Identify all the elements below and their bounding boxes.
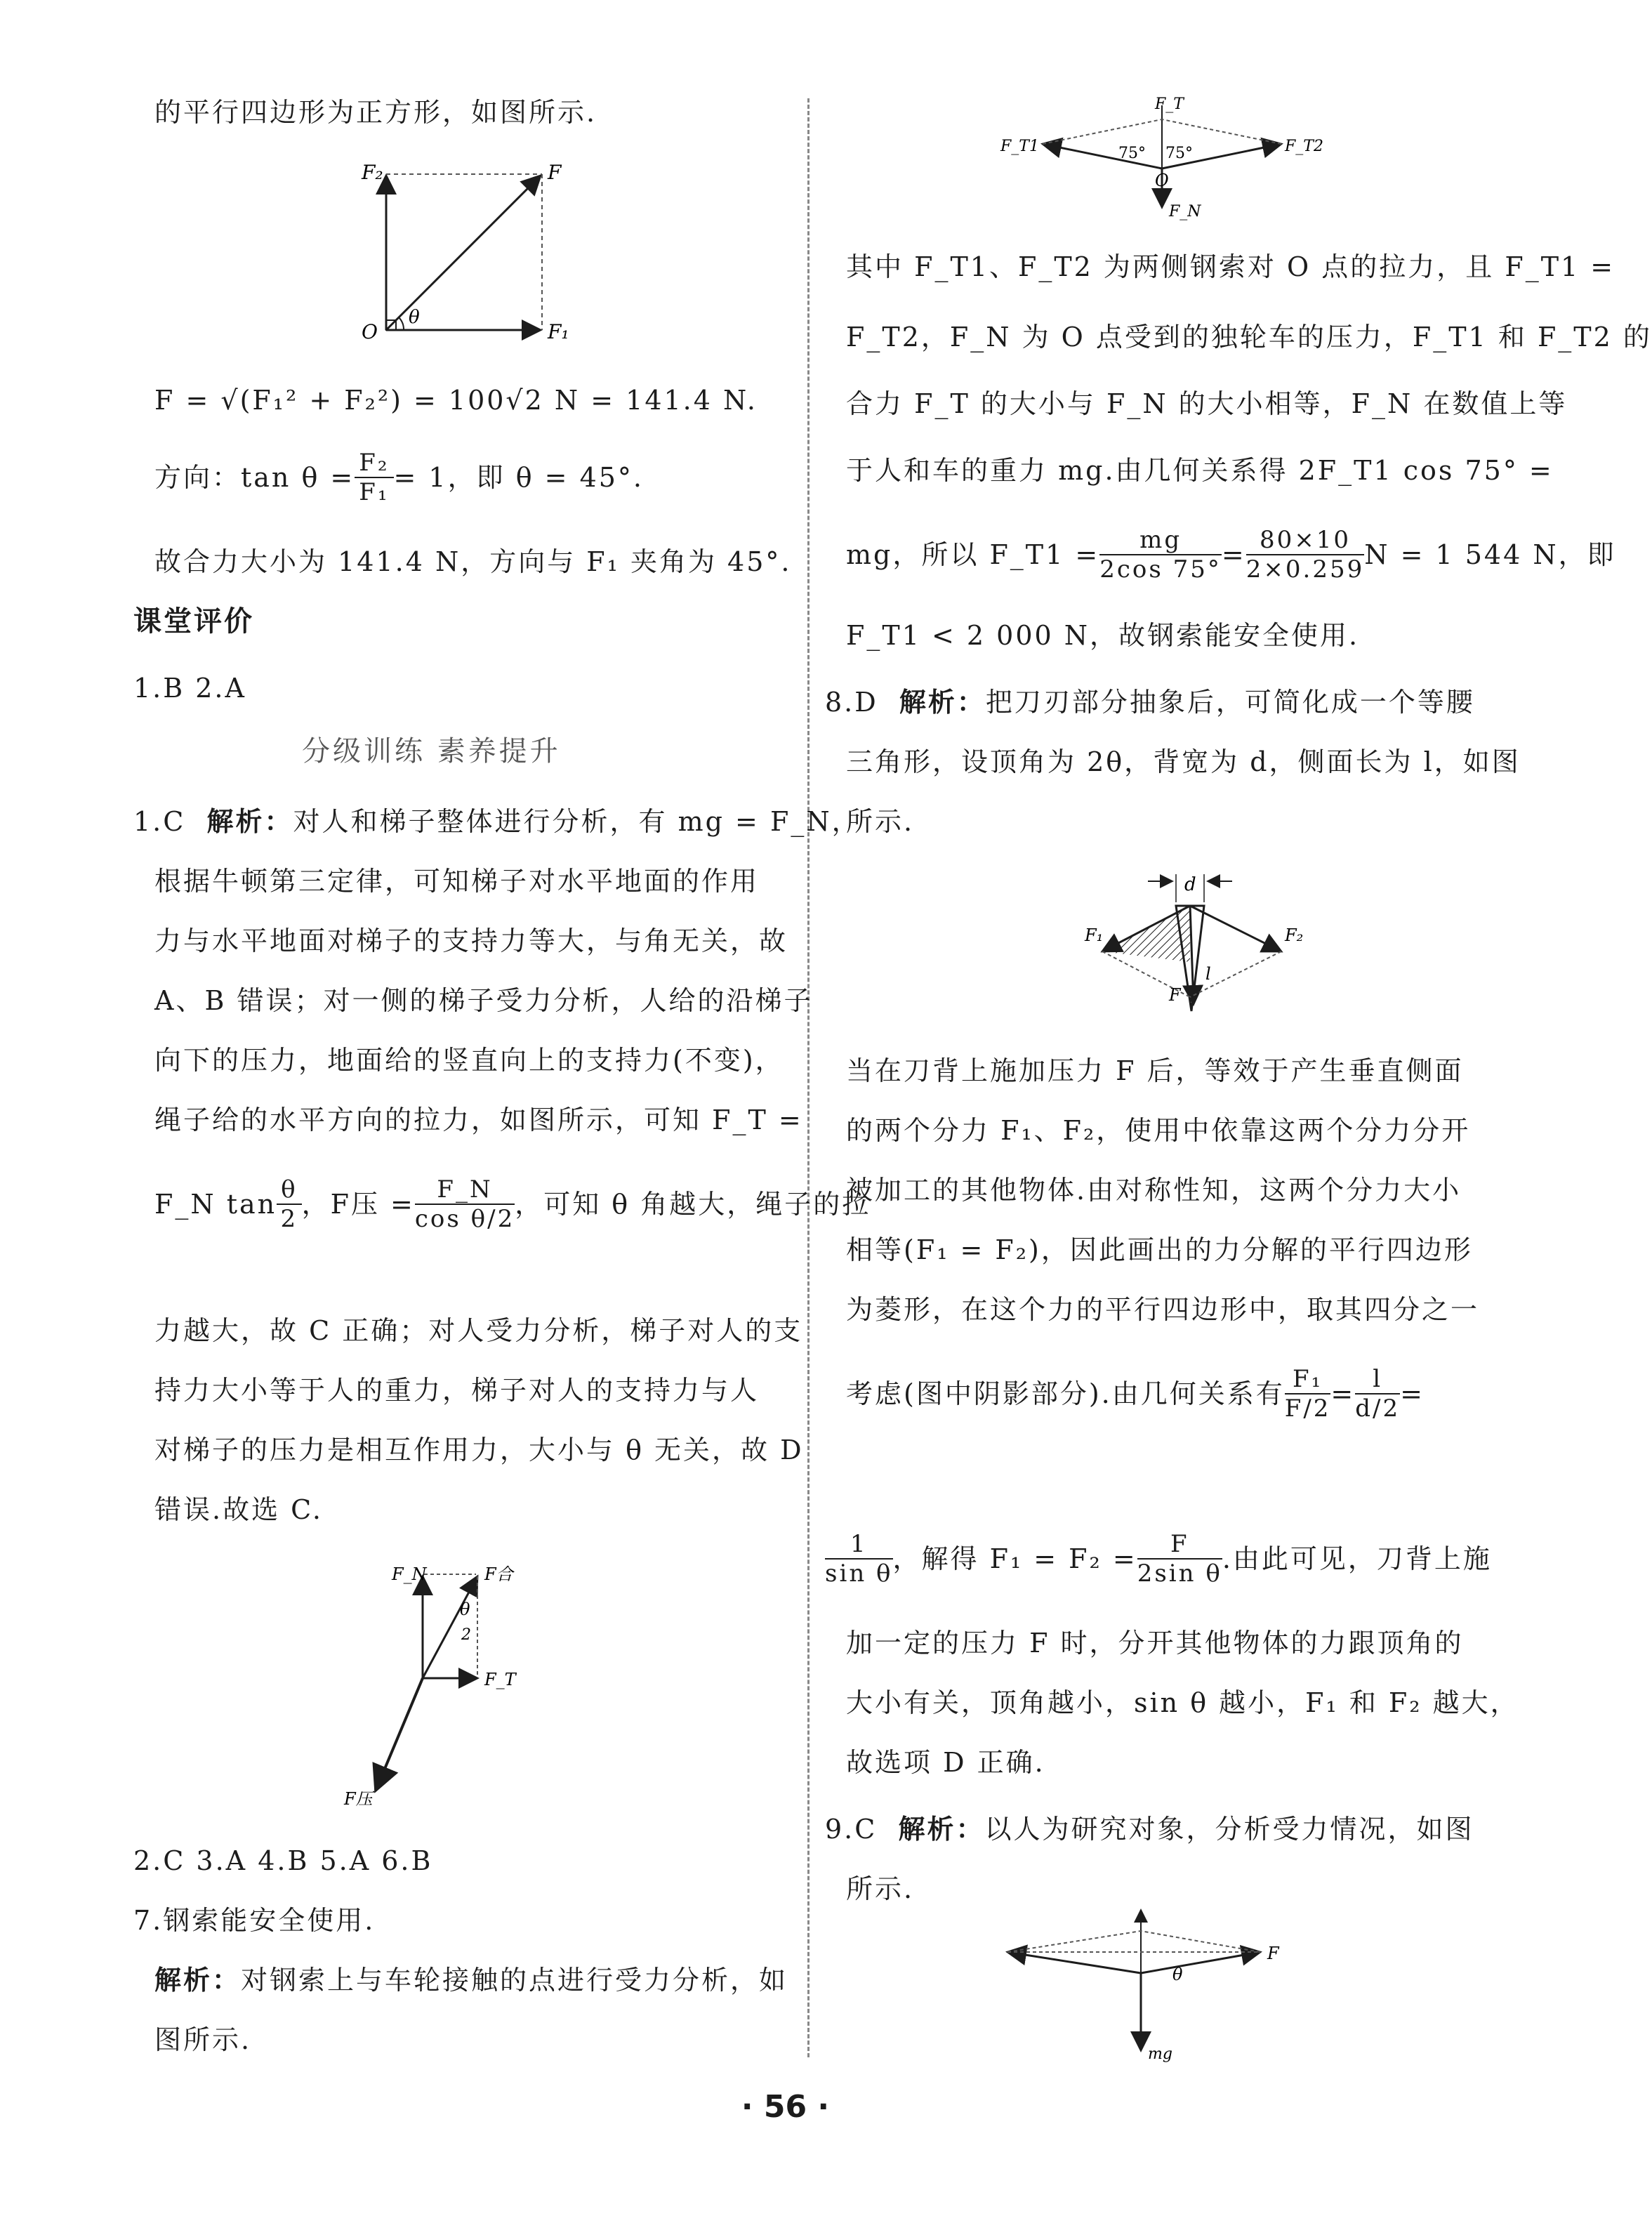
text-span: 考虑(图中阴影部分).由几何关系有	[846, 1378, 1285, 1409]
text-line: 当在刀背上施加压力 F 后，等效于产生垂直侧面	[846, 1055, 1464, 1086]
text-line: 三角形，设顶角为 2θ，背宽为 d，侧面长为 l，如图	[846, 746, 1521, 777]
answer-line: 1.B 2.A	[133, 673, 246, 704]
text-span: .由此可见，刀背上施	[1222, 1543, 1492, 1574]
figure-person-forces	[993, 1903, 1316, 2064]
fraction	[825, 1530, 893, 1588]
text-span: 把刀刃部分抽象后，可简化成一个等腰	[985, 687, 1475, 718]
text-span: N = 1 544 N，即	[1364, 539, 1616, 570]
figure-cable-forces	[1000, 91, 1323, 225]
text-line: 合力 F_T 的大小与 F_N 的大小相等，F_N 在数值上等	[846, 388, 1568, 419]
question-number: 8.D	[825, 687, 878, 718]
column-divider	[807, 98, 810, 2057]
label-ft: F_T	[1155, 95, 1184, 113]
label-ft2: F_T2	[1285, 138, 1323, 155]
text-line: 图所示.	[154, 2024, 252, 2055]
text-line: 为菱形，在这个力的平行四边形中，取其四分之一	[846, 1294, 1480, 1325]
figure-square-parallelogram	[351, 154, 604, 351]
fraction-numerator: F	[1137, 1530, 1222, 1560]
question-number: 9.C	[825, 1814, 878, 1845]
section-heading: 课堂评价	[133, 605, 254, 638]
analysis-label: 解析：	[154, 1965, 242, 1996]
label-o: O	[362, 320, 378, 343]
text-line: 持力大小等于人的重力，梯子对人的支持力与人	[154, 1375, 760, 1406]
fraction-denominator: cos θ/2	[414, 1205, 515, 1233]
formula-line	[825, 1524, 1492, 1594]
text-line: 力与水平地面对梯子的支持力等大，与角无关，故	[154, 925, 788, 956]
text-span: 以人为研究对象，分析受力情况，如图	[984, 1814, 1474, 1845]
label-theta: θ	[460, 1600, 470, 1619]
direction-text-b: = 1，即 θ = 45°.	[393, 462, 644, 493]
text-line: 被加工的其他物体.由对称性知，这两个分力大小	[846, 1175, 1462, 1206]
label-f1: F₁	[1085, 925, 1104, 945]
fraction-numerator: θ	[277, 1175, 301, 1205]
figure-blade-forces	[1071, 871, 1323, 1032]
text-line: A、B 错误；对一侧的梯子受力分析，人给的沿梯子	[154, 985, 813, 1016]
fraction-numerator: mg	[1099, 526, 1222, 555]
formula-line	[846, 1352, 1425, 1436]
fraction	[1355, 1365, 1400, 1423]
label-theta: θ	[1172, 1965, 1183, 1984]
label-l: l	[1205, 964, 1211, 984]
label-fya: F压	[344, 1789, 373, 1809]
fraction-denominator: 2×0.259	[1245, 555, 1365, 584]
text-span: =	[1400, 1378, 1425, 1409]
fraction	[1246, 526, 1364, 584]
fraction-numerator: 1	[825, 1530, 893, 1560]
answer-line: 2.C 3.A 4.B 5.A 6.B	[133, 1845, 433, 1876]
label-ft: F_T	[484, 1670, 516, 1689]
text-line: 大小有关，顶角越小，sin θ 越小，F₁ 和 F₂ 越大，	[846, 1687, 1519, 1718]
text-line: 绳子给的水平方向的拉力，如图所示，可知 F_T =	[154, 1105, 803, 1135]
fraction-numerator: F₁	[1285, 1365, 1331, 1395]
text-line: 其中 F_T1、F_T2 为两侧钢索对 O 点的拉力，且 F_T1 =	[846, 251, 1615, 282]
text-line: F_T1 < 2 000 N，故钢索能安全使用.	[846, 620, 1360, 651]
label-o: O	[1155, 171, 1169, 190]
formula-line: F = √(F₁² + F₂²) = 100√2 N = 141.4 N.	[154, 385, 758, 416]
question-7: 7.钢索能安全使用.	[133, 1905, 376, 1936]
label-angle-right: 75°	[1165, 145, 1193, 162]
label-f: F	[1169, 985, 1181, 1005]
fraction-numerator: F₂	[355, 449, 393, 478]
fraction-denominator: 2sin θ	[1137, 1560, 1222, 1588]
text-span: ，可知 θ 角越大，绳子的拉	[515, 1189, 871, 1220]
label-mg: mg	[1148, 2045, 1172, 2063]
text-span: =	[1330, 1378, 1356, 1409]
label-ft1: F_T1	[1000, 138, 1039, 155]
text-line: 加一定的压力 F 时，分开其他物体的力跟顶角的	[846, 1628, 1464, 1659]
label-f2: F₂	[362, 161, 383, 184]
analysis-label: 解析：	[898, 1814, 985, 1845]
text-span: =	[1221, 539, 1246, 570]
fraction-denominator: F/2	[1284, 1395, 1331, 1423]
fraction	[1285, 1365, 1331, 1423]
label-f1: F₁	[548, 320, 569, 343]
text-span: ，F压 =	[301, 1189, 415, 1220]
fraction	[1137, 1530, 1222, 1588]
direction-text-a: 方向：tan θ =	[154, 462, 355, 493]
text-line: 根据牛顿第三定律，可知梯子对水平地面的作用	[154, 866, 760, 897]
text-span: 对人和梯子整体进行分析，有 mg = F_N，	[293, 806, 861, 837]
text-span: 对钢索上与车轮接触的点进行受力分析，如	[241, 1965, 788, 1996]
analysis-label: 解析：	[206, 806, 293, 837]
label-fhe: F合	[484, 1564, 513, 1584]
fraction-denominator: 2	[280, 1205, 298, 1233]
text-line: F_T2，F_N 为 O 点受到的独轮车的压力，F_T1 和 F_T2 的	[846, 322, 1652, 352]
text-line: 故选项 D 正确.	[846, 1747, 1045, 1778]
section-title: 分级训练 素养提升	[302, 735, 561, 767]
label-angle-left: 75°	[1118, 145, 1146, 162]
question-7-analysis	[154, 1963, 788, 1998]
label-fn: F_N	[1169, 203, 1201, 220]
text-line: 的平行四边形为正方形，如图所示.	[154, 97, 597, 128]
text-line: 力越大，故 C 正确；对人受力分析，梯子对人的支	[154, 1315, 803, 1346]
fraction	[415, 1175, 515, 1233]
formula-line	[154, 1166, 871, 1243]
text-span: F_N tan	[154, 1189, 277, 1220]
figure-ladder-forces	[344, 1559, 569, 1812]
fraction-numerator: l	[1355, 1365, 1400, 1395]
formula-line	[846, 520, 1616, 590]
question-1	[133, 804, 861, 839]
question-8	[825, 685, 1475, 720]
label-fn: F_N	[392, 1564, 427, 1584]
label-d: d	[1184, 874, 1196, 895]
question-9	[825, 1812, 1474, 1847]
analysis-label: 解析：	[899, 687, 986, 718]
text-line: 对梯子的压力是相互作用力，大小与 θ 无关，故 D	[154, 1435, 804, 1465]
text-line: 故合力大小为 141.4 N，方向与 F₁ 夹角为 45°.	[154, 546, 792, 577]
text-line: 错误.故选 C.	[154, 1494, 323, 1525]
direction-line	[154, 449, 644, 506]
label-f: F	[1267, 1944, 1279, 1963]
fraction-numerator: 80×10	[1246, 526, 1364, 555]
fraction	[277, 1175, 301, 1233]
label-f: F	[548, 161, 562, 184]
fraction-denominator: 2cos 75°	[1099, 555, 1222, 584]
text-span: ，解得 F₁ = F₂ =	[892, 1543, 1137, 1574]
text-line: 所示.	[846, 806, 915, 837]
page-number: · 56 ·	[741, 2089, 830, 2125]
text-line: 向下的压力，地面给的竖直向上的支持力(不变)，	[154, 1045, 784, 1076]
text-line: 于人和车的重力 mg.由几何关系得 2F_T1 cos 75° =	[846, 455, 1554, 486]
label-two: 2	[461, 1626, 471, 1644]
fraction	[355, 449, 393, 506]
fraction-numerator: F_N	[415, 1175, 515, 1205]
fraction	[1099, 526, 1222, 584]
text-line: 的两个分力 F₁、F₂，使用中依靠这两个分力分开	[846, 1115, 1471, 1146]
text-line: 所示.	[846, 1873, 915, 1904]
fraction-denominator: d/2	[1355, 1395, 1401, 1423]
text-span: mg，所以 F_T1 =	[846, 539, 1100, 570]
label-f2: F₂	[1285, 925, 1304, 945]
fraction-denominator: sin θ	[825, 1560, 893, 1588]
fraction-denominator: F₁	[359, 478, 390, 506]
label-theta: θ	[409, 307, 420, 328]
question-number: 1.C	[133, 806, 186, 837]
text-line: 相等(F₁ = F₂)，因此画出的力分解的平行四边形	[846, 1234, 1473, 1265]
